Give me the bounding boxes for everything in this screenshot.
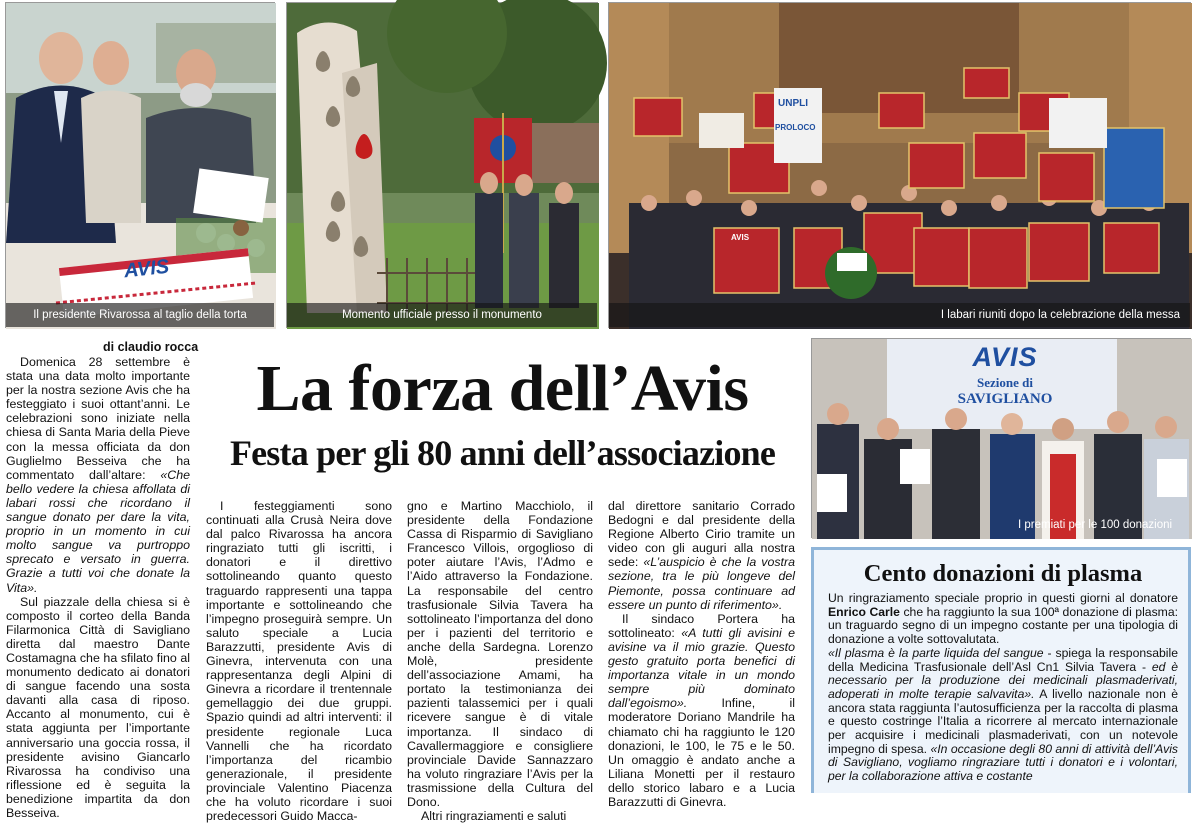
labari-scene <box>609 3 1192 329</box>
col4-paragraph-1: dal direttore sanitario Corrado Bedogni e dal presidente della Regione Alberto Cirio tramite un video con gli auguri alla nostra sede: <box>608 499 795 570</box>
photo-premiati <box>811 338 1191 538</box>
sidebar-p2-end: A livello nazionale non è ancora stata raggiunta l’autosufficienza per la raccolta di plasma e questo costringe l’Italia a ricorrere al mercato internazionale per acquisire i medicinali plasmaderivati, con un notevole impegno di spesa. <box>828 686 1179 756</box>
sidebar-text <box>828 592 1178 784</box>
banner-unpli-text: UNPLI <box>778 98 808 109</box>
sidebar-quote-1: «Il plasma è la parte liquida del sangue <box>828 645 1044 660</box>
photo3-caption: I labari riuniti dopo la celebrazione della messa <box>609 303 1190 327</box>
photo2-caption: Momento ufficiale presso il monumento <box>287 303 597 327</box>
headline: La forza dell’Avis <box>256 352 749 425</box>
col4-quote-2: «A tutti gli avisini e avisine va il mio grazie. Questo gesto gratuito porta benefici di importanza vitale in un mondo sempre più dominato dall’egoismo». <box>608 625 796 711</box>
col2-paragraph-1: I festeggiamenti sono continuati alla Crusà Neira dove dal palco Rivarossa ha ancora ringraziato tutti gli iscritti, i donatori e il direttivo sottolineando quanto questo traguardo rappresenti una tappa importante e sottolineando che l’impegno proseguirà sempre. Un saluto speciale a Lucia Barazzutti, presidente Avis di Ginevra, intervenuta con una rappresentanza degli Alpini di Ginevra a ricordare il trentennale gemellaggio dei due gruppi. Spazio quindi ad altri interventi: il presidente regionale Luca Vannelli che ha ricordato l’importanza del ricambio generazionale, il presidente provinciale Valentino Piacenza che ha voluto ricordare i suoi predecessori Guido Macca- <box>206 499 392 823</box>
col1-paragraph-2: Sul piazzale della chiesa si è composto il corteo della Banda Filarmonica Città di Savigliano diretta dal maestro Dante Costamagna che ha sfilato fino al monumento dedicato ai donatori di sangue facendo una sosta davanti alla casa di riposo. Accanto al monumento, cui è stata aggiunta per l’importante anniversario una goccia rossa, il presidente avisino Giancarlo Rivarossa ha condiviso una riflessione ed è seguita la benedizione impartita da don Besseiva. <box>6 594 190 820</box>
article-column-1 <box>6 355 190 820</box>
col4-paragraph-2: Il sindaco Portera ha sottolineato: <box>608 611 795 640</box>
sidebar-p1-a: Un ringraziamento speciale proprio in questi giorni al donatore <box>828 591 1178 605</box>
article-column-2 <box>206 499 392 823</box>
monument-scene <box>287 3 599 329</box>
plasma-sidebar <box>811 547 1191 793</box>
labaro-avis-text: AVIS <box>731 233 750 242</box>
banner-proloco-text: PROLOCO <box>775 123 816 132</box>
photo-monument <box>286 2 598 328</box>
sidebar-quote-3: «In occasione degli 80 anni di attività dell’Avis di Savigliano, vogliamo ringraziare tutti i donatori e i volontari, per la collaborazione attiva e costante <box>828 741 1178 784</box>
col4-quote-1: «L’auspicio è che la vostra sezione, tra le più longeve del Piemonte, possa continuare ad essere un punto di riferimento». <box>608 555 795 612</box>
photo1-caption: Il presidente Rivarossa al taglio della torta <box>6 303 274 327</box>
col3-paragraph-1: gno e Martino Macchiolo, il presidente della Fondazione Cassa di Risparmio di Savigliano Francesco Villois, orgoglioso di poter aiutare l’Avis, l’Admo e l’Aido attraverso la Fondazione. La responsabile del centro trasfusionale Silvia Tavera ha sottolineato l’importanza del dono per i pazienti del territorio e anche della Sardegna. Lorenzo Molè, presidente dell’associazione Amami, ha portato la testimonianza dei pazienti talassemici per i quali ricevere sangue è di vitale importanza. Il sindaco di Cavallermaggiore e consigliere provinciale Davide Sannazzaro ha voluto ringraziare l’Avis per la trasmissione della Cultura del Dono. <box>407 499 593 809</box>
col1-quote: «Che bello vedere la chiesa affollata di labari rossi che ricordano il sangue donato per dare la vita, proprio in un momento in cui molto sangue va purtroppo sprecato e versato in guerra. Grazie a tutti voi che donate la Vita». <box>6 467 190 595</box>
sidebar-p1-b: che ha raggiunto la sua 100ª donazione di plasma: un traguardo segno di un impegno costante per una tipologia di donazione a volte sottovalutata. <box>828 604 1178 647</box>
article-column-4 <box>608 499 796 809</box>
sidebar-p2-mid: - spiega la responsabile della Medicina Trasfusionale dell’Asl Cn1 Silvia Tavera - <box>828 645 1178 674</box>
article-column-3 <box>407 499 593 823</box>
col3-paragraph-2: Altri ringraziamenti e saluti <box>421 809 567 823</box>
screen-line1: Sezione di <box>977 375 1033 390</box>
sidebar-title: Cento donazioni di plasma <box>863 560 1143 587</box>
subheadline: Festa per gli 80 anni dell’associazione <box>229 433 776 473</box>
sidebar-quote-2: ed è necessario per la produzione dei medicinali plasmaderivati, adoperati in molte terapie salvavita». <box>828 659 1178 701</box>
sidebar-donor-name: Enrico Carle <box>828 604 900 619</box>
screen-avis-logo: AVIS <box>972 342 1038 372</box>
col1-paragraph-1: Domenica 28 settembre è stata una data molto importante per la nostra sezione Avis che ha festeggiato i suoi ottant’anni. Le celebrazioni sono iniziate nella chiesa di Santa Maria della Pieve con la messa officiata da don Guglielmo Besseiva che ha commentato dall’altare: <box>6 355 190 482</box>
photo-labari <box>608 2 1191 328</box>
photo-cake-cutting <box>5 2 275 328</box>
screen-line2: SAVIGLIANO <box>957 391 1053 407</box>
col4-paragraph-2-end: Infine, il moderatore Doriano Mandrile ha chiamato chi ha raggiunto le 120 donazioni, le 100, le 75 e le 50. Un omaggio è andato anche a Liliana Monetti per il restauro dello storico labaro e a Lucia Barazzutti di Ginevra. <box>608 696 795 809</box>
cake-avis-text: AVIS <box>122 255 171 283</box>
photo4-caption: I premiati per le 100 donazioni <box>1018 519 1173 531</box>
byline: di claudio rocca <box>103 340 199 354</box>
